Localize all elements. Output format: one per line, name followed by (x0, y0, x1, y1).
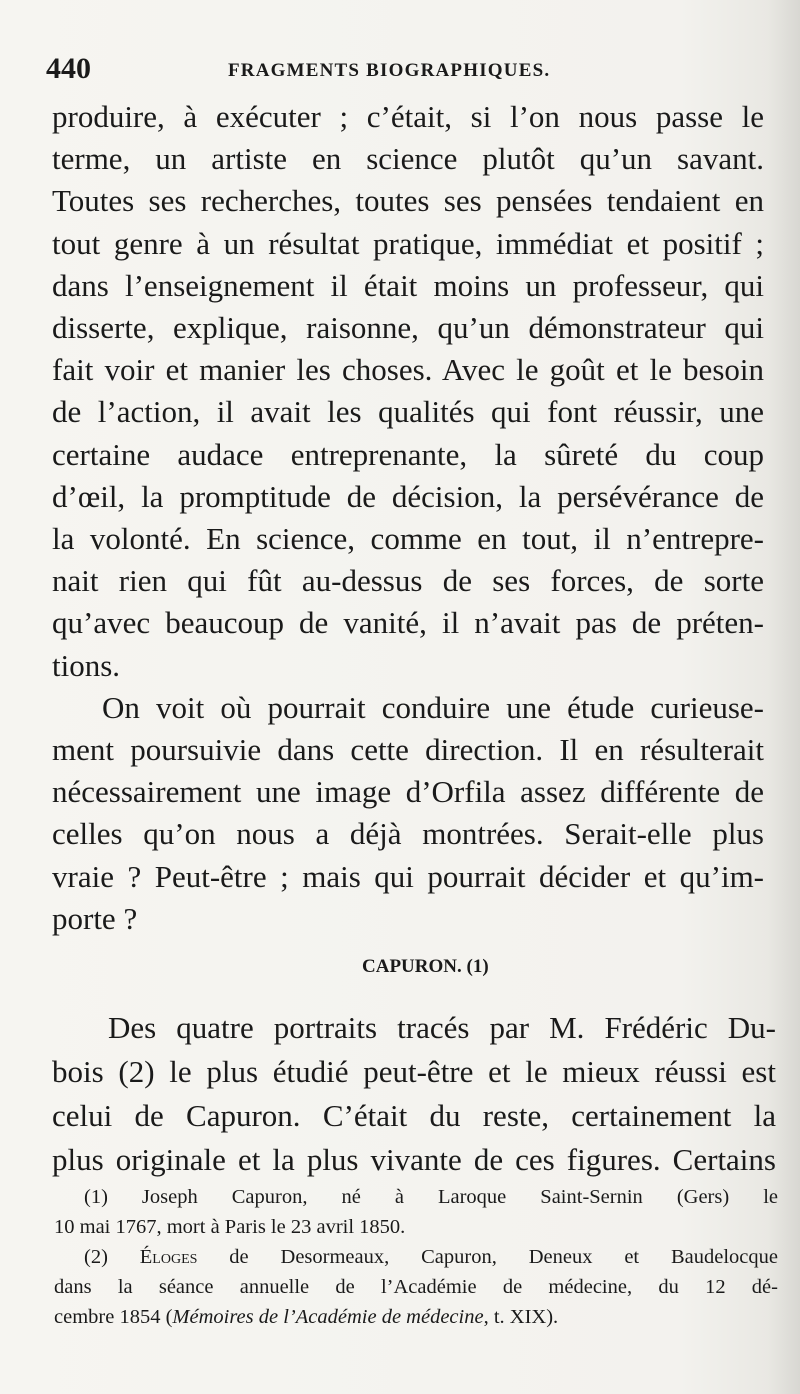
text-line: dans l’enseignement il était moins un professeur, qui (52, 267, 764, 303)
paragraph-2 (52, 687, 764, 940)
text-line: Toutes ses recherches, toutes ses pensées tendaient en (52, 183, 764, 219)
text-line: nait rien qui fût au-dessus de ses forces, de sorte (52, 563, 764, 599)
footnote-1-continuation: 10 mai 1767, mort à Paris le 23 avril 1850. (54, 1216, 406, 1238)
footnote-2-eloges: Éloges (139, 1246, 198, 1268)
text-line: la volonté. En science, comme en tout, il n’entrepre- (52, 521, 764, 557)
footnote-2-continuation (54, 1302, 778, 1332)
text-line: terme, un artiste en science plutôt qu’un savant. (52, 141, 764, 177)
paragraph-3 (52, 1006, 776, 1182)
footnote-2-volume: , t. XIX). (483, 1306, 559, 1328)
text-line: d’œil, la promptitude de décision, la persévérance de (52, 478, 764, 514)
text-line: tions. (52, 647, 121, 683)
text-line: qu’avec beaucoup de vanité, il n’avait pas de préten- (52, 605, 764, 641)
text-line: de l’action, il avait les qualités qui font réussir, une (52, 394, 764, 430)
text-line: produire, à exécuter ; c’était, si l’on nous passe le (52, 99, 764, 134)
text-line: bois (2) le plus étudié peut-être et le mieux réussi est (52, 1054, 776, 1089)
text-line: porte ? (52, 900, 138, 936)
footnote-1: (1) Joseph Capuron, né à Laroque Saint-Sernin (Gers) le (84, 1186, 778, 1208)
footnote-2-date: cembre 1854 ( (54, 1306, 173, 1328)
text-line: ment poursuivie dans cette direction. Il en résulterait (52, 732, 764, 768)
footnote-2 (84, 1242, 778, 1272)
text-line: vraie ? Peut-être ; mais qui pourrait décider et qu’im- (52, 858, 764, 894)
paragraph-1 (52, 96, 764, 687)
running-head: FRAGMENTS BIOGRAPHIQUES. (228, 60, 551, 81)
main-text-block (52, 96, 764, 940)
footnotes (54, 1182, 778, 1332)
text-line: tout genre à un résultat pratique, immédiat et positif ; (52, 225, 764, 261)
text-line: celui de Capuron. C’était du reste, certainement la (52, 1098, 776, 1133)
text-line: disserte, explique, raisonne, qu’un démonstrateur qui (52, 310, 764, 346)
text-line: celles qu’on nous a déjà montrées. Serait-elle plus (52, 816, 764, 852)
footnote-2-journal: Mémoires de l’Académie de médecine (172, 1306, 484, 1328)
text-line: nécessairement une image d’Orfila assez différente de (52, 774, 764, 810)
page-header (46, 52, 746, 92)
text-line: Des quatre portraits tracés par M. Frédéric Du- (108, 1010, 776, 1045)
page-number: 440 (46, 52, 91, 85)
footnote-2-number: (2) (84, 1246, 108, 1268)
text-line: plus originale et la plus vivante de ces figures. Certains (52, 1142, 776, 1177)
text-line: fait voir et manier les choses. Avec le goût et le besoin (52, 352, 764, 388)
text-line: certaine audace entreprenante, la sûreté du coup (52, 436, 764, 472)
footnote-2-continuation: dans la séance annuelle de l’Académie de médecine, du 12 dé- (54, 1276, 778, 1298)
footnote-2-text: de Desormeaux, Capuron, Deneux et Baudelocque (229, 1246, 778, 1268)
section-heading: CAPURON. (1) (362, 956, 489, 977)
text-line: On voit où pourrait conduire une étude curieuse- (102, 689, 764, 725)
